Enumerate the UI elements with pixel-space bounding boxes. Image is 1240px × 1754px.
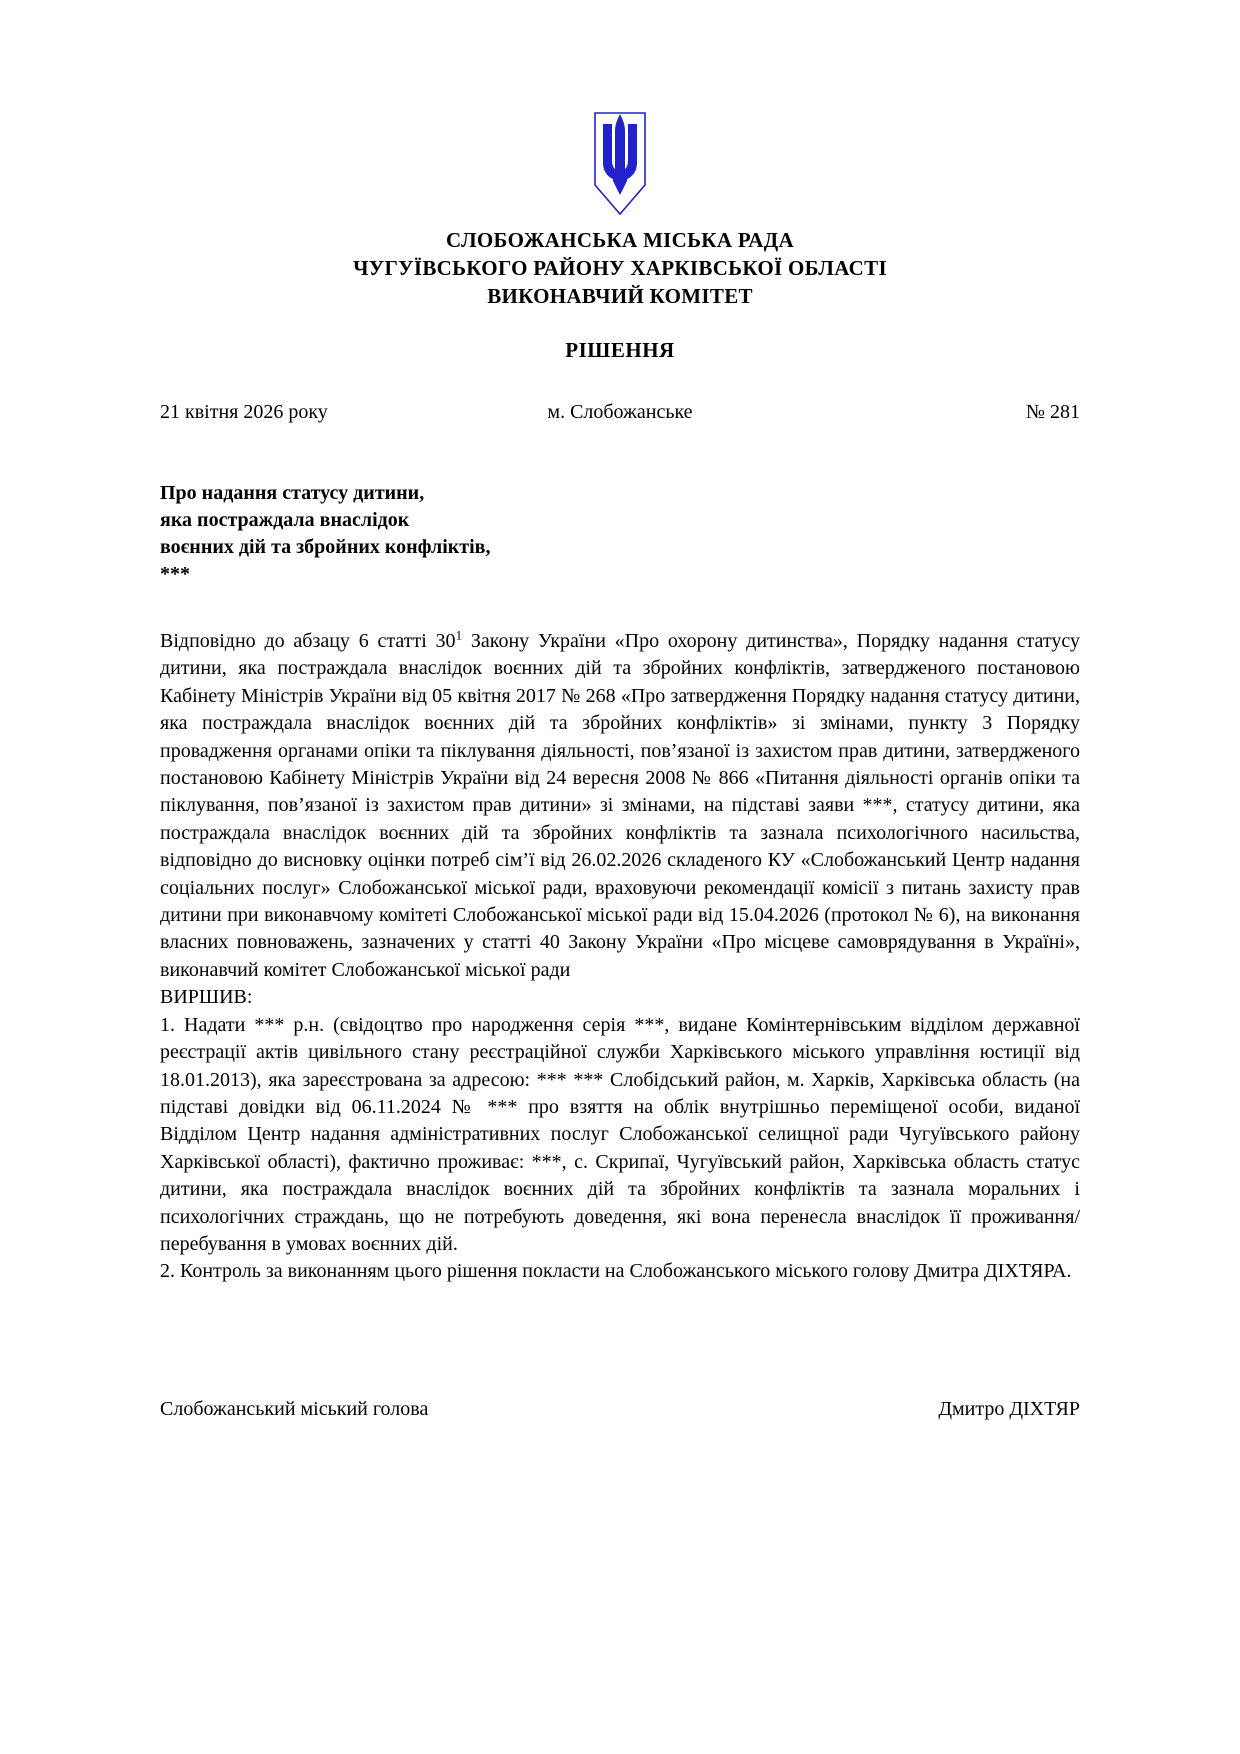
dateline	[160, 401, 1080, 424]
org-line-2: ЧУГУЇВСЬКОГО РАЙОНУ ХАРКІВСЬКОЇ ОБЛАСТІ	[353, 256, 887, 280]
preamble-text-rest: Закону України «Про охорону дитинства», Порядку надання статусу дитини, яка постраждала внаслідок воєнних дій та збройних конфліктів, затвердженого постановою Кабінету Міністрів України від 05 квітня 2017 № 268 «Про затвердження Порядку надання статусу дитини, яка постраждала внаслідок воєнних дій та збройних конфліктів» зі змінами, пункту 3 Порядку провадження органами опіки та піклування діяльності, пов’язаної із захистом прав дитини, затвердженого постановою Кабінету Міністрів України від 24 вересня 2008 № 866 «Питання діяльності органів опіки та піклування, пов’язаної із захистом прав дитини» зі змінами, на підставі заяви ***, статусу дитини, яка постраждала внаслідок воєнних дій та збройних конфліктів та зазнала психологічного насильства, відповідно до висновку оцінки потреб сім’ї від 26.02.2026 складеного КУ «Слобожанський Центр надання соціальних послуг» Слобожанської міської ради, враховуючи рекомендації комісії з питань захисту прав дитини при виконавчому комітеті Слобожанської міської ради від 15.04.2026 (протокол № 6), на виконання власних повноважень, зазначених у статті 40 Закону України «Про місцеве самоврядування в Україні», виконавчий комітет Слобожанської міської ради	[160, 630, 1080, 981]
ukraine-trident-emblem-icon	[594, 112, 646, 216]
document-type-heading: РІШЕННЯ	[565, 338, 675, 362]
preamble-text-start: Відповідно до абзацу 6 статті 30	[160, 630, 456, 652]
document-place: м. Слобожанське	[547, 401, 693, 423]
org-name-block	[160, 226, 1080, 310]
decision-item-2: 2. Контроль за виконанням цього рішення покласти на Слобожанського міського голову Дмитра ДІХТЯРА.	[160, 1260, 1072, 1283]
signatory-name: Дмитро ДІХТЯР	[938, 1397, 1080, 1420]
subject-line-1: Про надання статусу дитини,	[160, 482, 425, 504]
resolved-label: ВИРШИВ:	[160, 986, 253, 1009]
preamble-paragraph	[160, 628, 1080, 984]
footnote-superscript: 1	[455, 627, 463, 643]
org-line-3: ВИКОНАВЧИЙ КОМІТЕТ	[487, 284, 753, 308]
subject-line-4: ***	[160, 563, 190, 585]
org-line-1: СЛОБОЖАНСЬКА МІСЬКА РАДА	[446, 228, 794, 252]
subject-block	[160, 480, 1080, 588]
signature-row	[160, 1398, 1080, 1421]
decision-item-1: 1. Надати *** р.н. (свідоцтво про народження серія ***, видане Комінтернівським відділом державної реєстрації актів цивільного стану реєстраційної служби Харківського міського управління юстиції від 18.01.2013), яка зареєстрована за адресою: *** *** Слобідський район, м. Харків, Харківська область (на підставі довідки від 06.11.2024 № *** про взяття на облік внутрішньо переміщеної особи, виданої Відділом Центр надання адміністративних послуг Слобожанської селищної ради Чугуївського району Харківської області), фактично проживає: ***, с. Скрипаї, Чугуївський район, Харківська область статус дитини, яка постраждала внаслідок воєнних дій та збройних конфліктів та зазнала моральних і психологічних страждань, що не потребують доведення, які вона перенесла внаслідок її проживання/перебування в умовах воєнних дій.	[160, 1013, 1080, 1255]
document-date: 21 квітня 2026 року	[160, 401, 328, 423]
subject-line-3: воєнних дій та збройних конфліктів,	[160, 536, 491, 558]
document-number: № 281	[1025, 401, 1080, 423]
subject-line-2: яка постраждала внаслідок	[160, 509, 410, 531]
signatory-title: Слобожанський міський голова	[160, 1397, 429, 1420]
document-body	[160, 628, 1080, 1286]
emblem-container	[160, 112, 1080, 216]
